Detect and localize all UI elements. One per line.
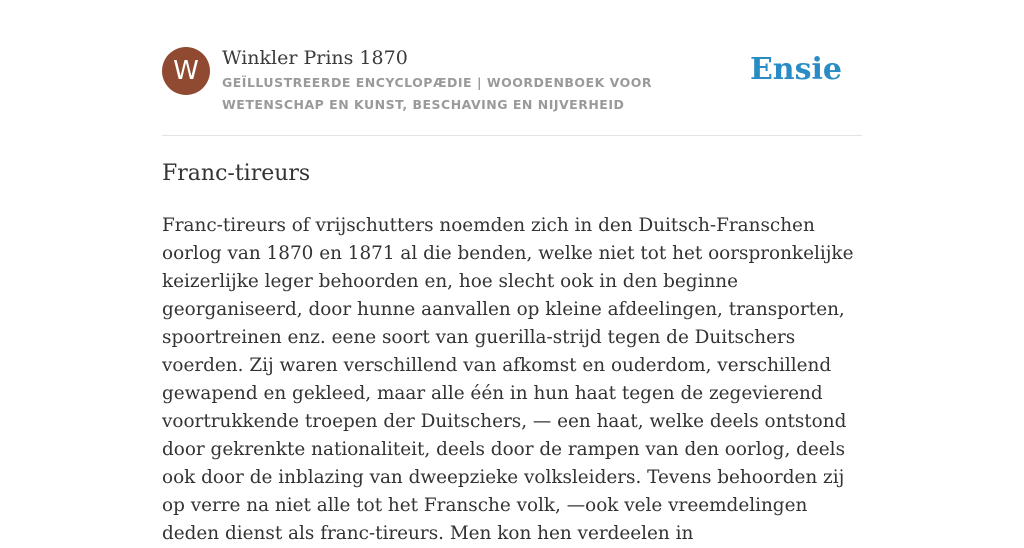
ensie-logo[interactable]: Ensie	[749, 52, 842, 87]
header-divider	[162, 135, 862, 136]
entry-title: Franc-tireurs	[162, 161, 311, 186]
avatar[interactable]: W	[162, 47, 210, 95]
entry-body: Franc-tireurs of vrijschutters noemden zich in den Duitsch-Franschen oorlog van 1870 en 1871 al die benden, welke niet tot het oorspronkelijke keizerlijke leger behoorden en, hoe slecht ook in den beginne georganiseerd, door hunne aanvallen op kleine afdeelingen, transporten, spoortreinen enz. eene soort van guerilla-strijd tegen de Duitschers voerden. Zij waren verschillend van afkomst en ouderdom, verschillend gewapend en gekleed, maar alle één in hun haat tegen de zegevierend voortrukkende troepen der Duitschers, — een haat, welke deels ontstond door gekrenkte nationaliteit, deels door de rampen van den oorlog, deels ook door de inblazing van dweepzieke volksleiders. Tevens behoorden zij op verre na niet alle tot het Fransche volk, —ook vele vreemdelingen deden dienst als franc-tireurs. Men kon hen verdeelen in	[162, 215, 854, 544]
source-subtitle: GEÏLLUSTREERDE ENCYCLOPÆDIE | WOORDENBOEK VOOR WETENSCHAP EN KUNST, BESCHAVING EN NIJVERHEID	[222, 75, 652, 112]
source-header	[162, 46, 862, 136]
source-title[interactable]: Winkler Prins 1870	[222, 47, 408, 69]
